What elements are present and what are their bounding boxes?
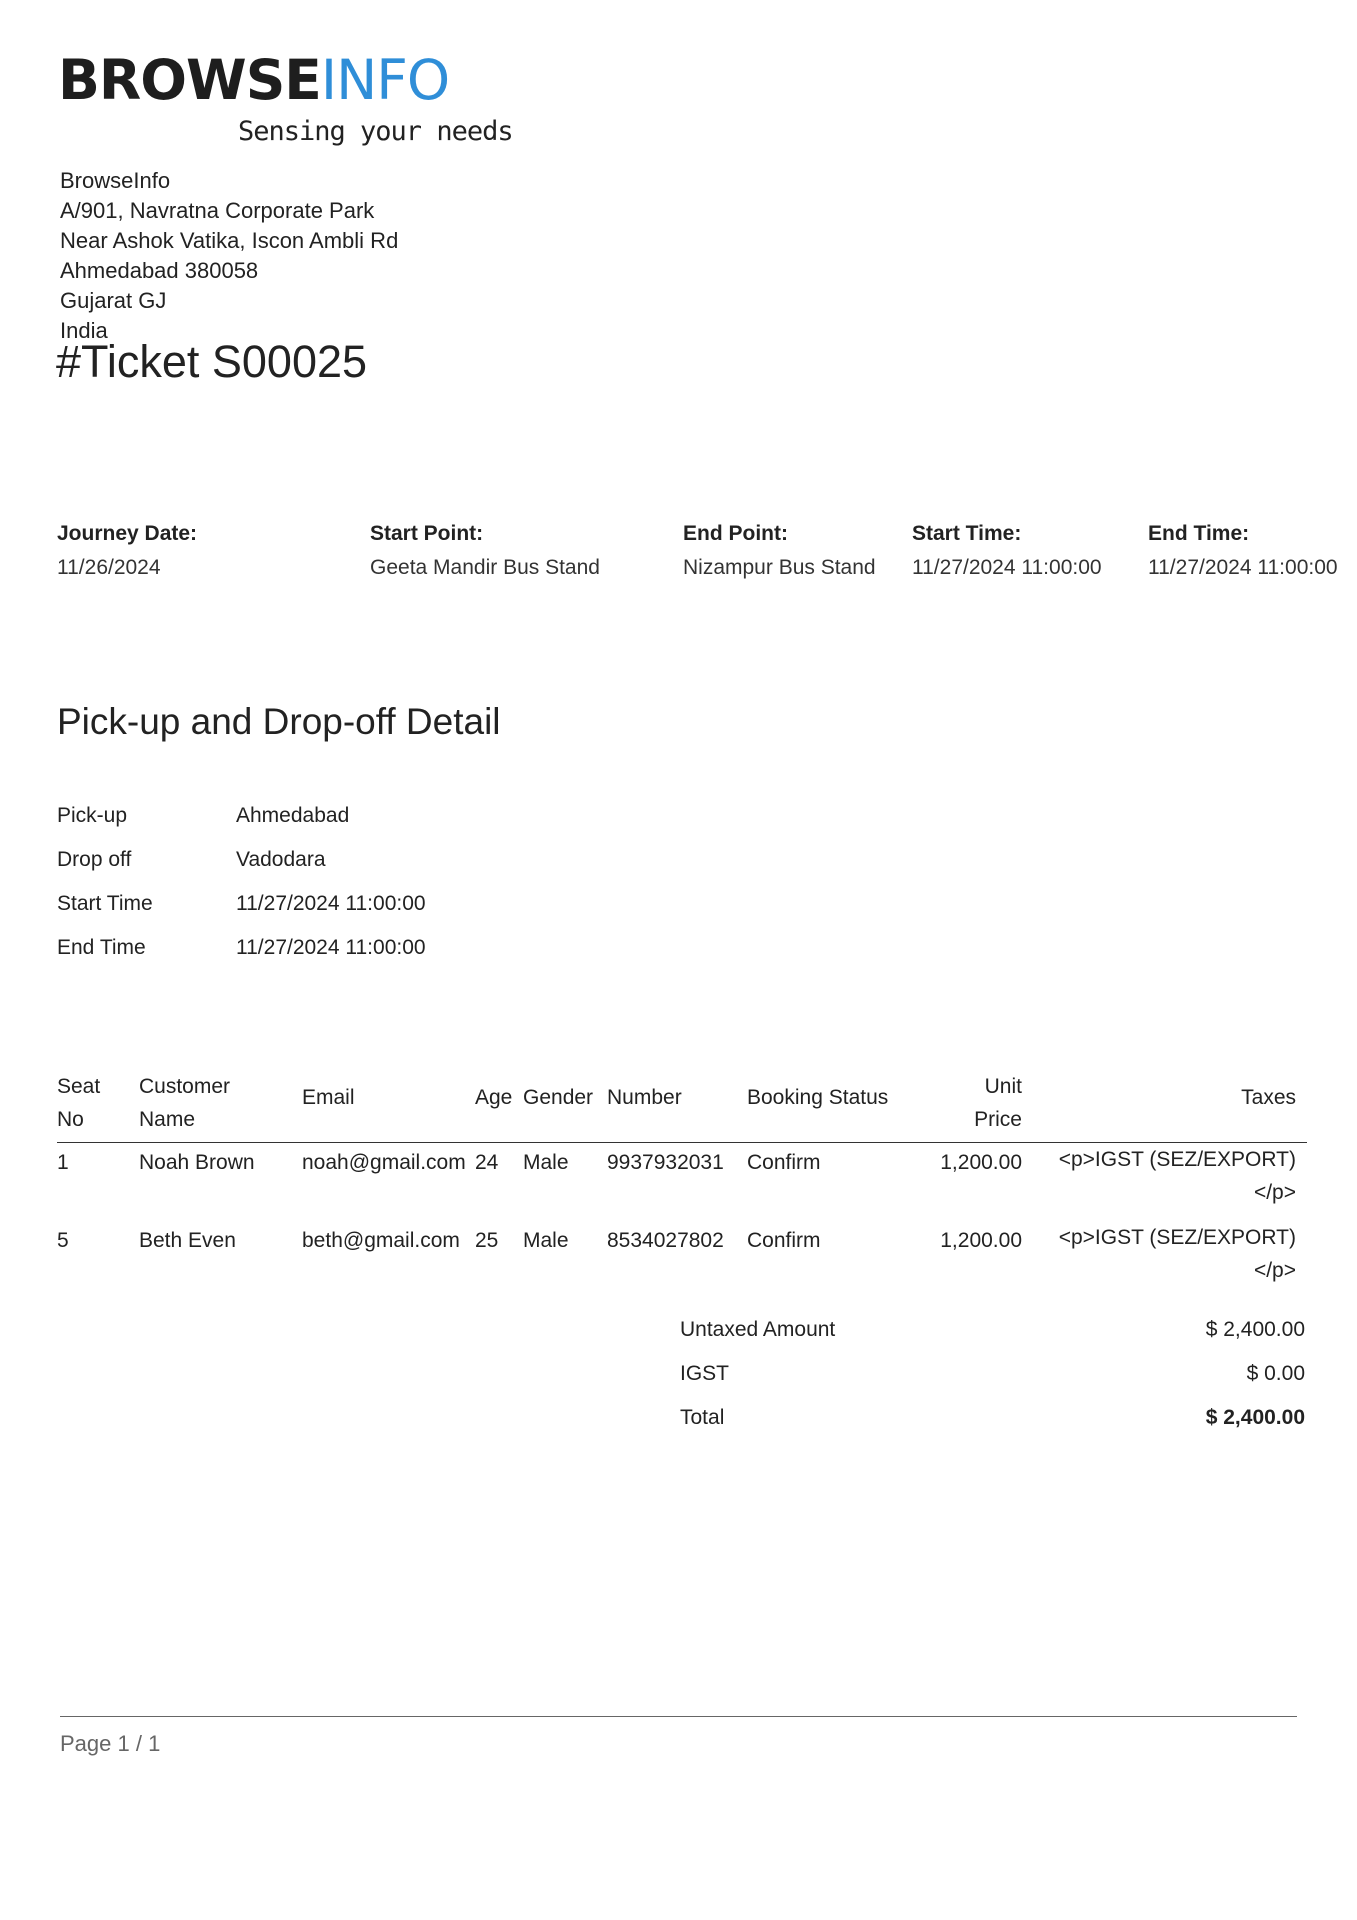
header-booking-status: Booking Status [747, 1086, 889, 1109]
address-line: Near Ashok Vatika, Iscon Ambli Rd [60, 228, 399, 253]
end-time: End Time: 11/27/2024 11:00:00 [1148, 522, 1338, 579]
header-unit-price: Unit Price [974, 1075, 1022, 1131]
cell-email: noah@gmail.com [302, 1151, 466, 1174]
cell-email: beth@gmail.com [302, 1229, 460, 1252]
cell-seat: 1 [57, 1151, 69, 1174]
header-gender: Gender [523, 1086, 594, 1109]
logo-wordmark: BROWSEINFO [58, 48, 450, 112]
header-number: Number [607, 1086, 682, 1109]
cell-price: 1,200.00 [940, 1229, 1022, 1252]
cell-age: 25 [475, 1229, 499, 1252]
header-age: Age [475, 1086, 513, 1109]
address-line: A/901, Navratna Corporate Park [60, 198, 375, 223]
page-number: Page 1 / 1 [60, 1731, 161, 1756]
cell-taxes: <p>IGST (SEZ/EXPORT) </p> [1058, 1226, 1296, 1282]
booking-table-header [57, 1070, 1307, 1143]
company-address [60, 166, 398, 346]
address-line: Ahmedabad 380058 [60, 258, 259, 283]
logo-tagline: Sensing your needs [238, 116, 513, 147]
cell-age: 24 [475, 1151, 499, 1174]
header-seat-no: Seat No [57, 1075, 101, 1131]
address-line: Gujarat GJ [60, 288, 167, 313]
cell-price: 1,200.00 [940, 1151, 1022, 1174]
cell-status: Confirm [747, 1229, 821, 1252]
untaxed-amount-row: Untaxed Amount $ 2,400.00 [680, 1318, 1305, 1341]
cell-number: 8534027802 [607, 1229, 724, 1252]
total-row: Total $ 2,400.00 [680, 1406, 1305, 1429]
cell-gender: Male [523, 1151, 569, 1174]
header-email: Email [302, 1086, 355, 1109]
totals-block [680, 1318, 1305, 1450]
igst-row: IGST $ 0.00 [680, 1362, 1305, 1385]
company-logo [58, 48, 513, 147]
cell-taxes: <p>IGST (SEZ/EXPORT) </p> [1058, 1148, 1296, 1204]
cell-seat: 5 [57, 1229, 69, 1252]
cell-number: 9937932031 [607, 1151, 724, 1174]
end-point: End Point: Nizampur Bus Stand [683, 522, 876, 579]
footer-divider [60, 1716, 1297, 1717]
cell-name: Beth Even [139, 1229, 236, 1252]
start-point: Start Point: Geeta Mandir Bus Stand [370, 522, 600, 579]
table-row [57, 1221, 1307, 1299]
address-line: India [60, 318, 108, 343]
table-row [57, 1143, 1307, 1221]
cell-status: Confirm [747, 1151, 821, 1174]
journey-date: Journey Date: 11/26/2024 [57, 522, 198, 579]
header-customer-name: Customer Name [139, 1075, 231, 1131]
pickup-section-title: Pick-up and Drop-off Detail [57, 701, 501, 742]
ticket-title: #Ticket S00025 [56, 336, 368, 387]
start-time: Start Time: 11/27/2024 11:00:00 [912, 522, 1102, 579]
booking-table [57, 1070, 1307, 1299]
cell-name: Noah Brown [139, 1151, 255, 1174]
cell-gender: Male [523, 1229, 569, 1252]
address-line: BrowseInfo [60, 168, 171, 193]
header-taxes: Taxes [1241, 1086, 1296, 1109]
